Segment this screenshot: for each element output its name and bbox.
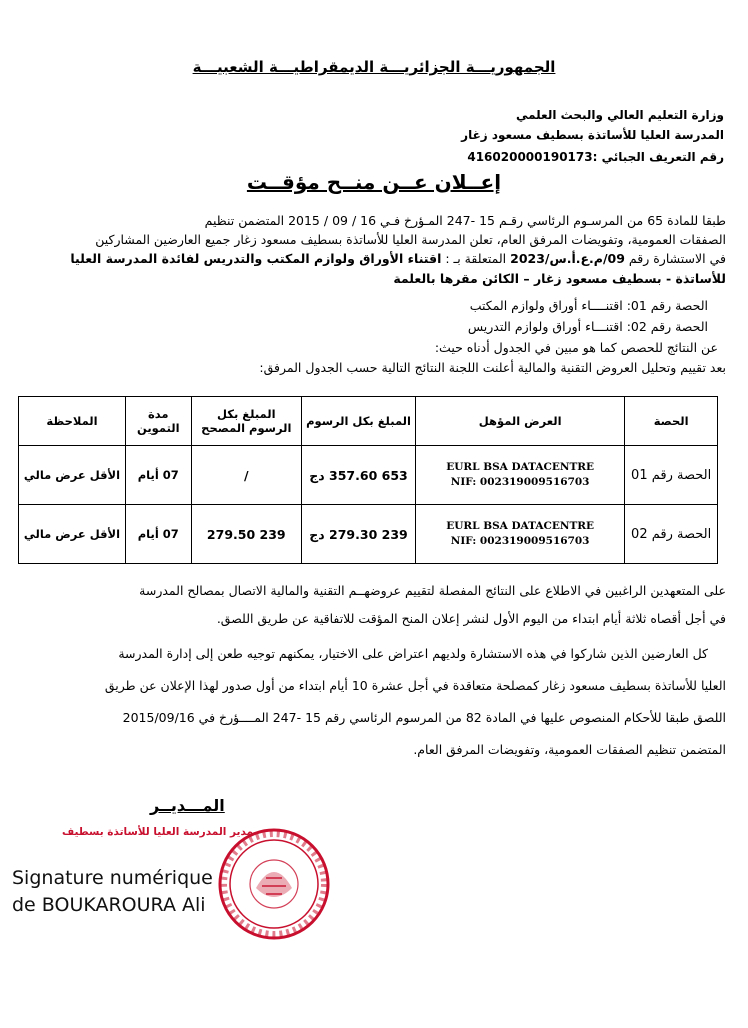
table-row: [19, 505, 718, 564]
header-lot: الحصة: [625, 397, 718, 446]
row-lot: الحصة رقم 02: [625, 505, 718, 564]
digital-signature: [12, 865, 213, 919]
intro-line-1: طبقا للمادة 65 من المرسـوم الرئاسي رقـم 15 -247 المـؤرخ فـي 16 / 09 / 2015 المتضمن تنظيم: [204, 213, 726, 228]
row-lot: الحصة رقم 01: [625, 446, 718, 505]
ministry-line: وزارة التعليم العالي والبحث العلمي: [515, 108, 724, 122]
evaluation-line: بعد تقييم وتحليل العروض التقنية والمالية أعلنت اللجنة النتائج التالية حسب الجدول المرفق:: [259, 360, 726, 375]
official-seal-icon: [216, 826, 332, 946]
intro-line-2: الصفقات العمومية، وتفويضات المرفق العام، تعلن المدرسة العليا للأساتذة بسطيف مسعود زغار جميع العارضين المشاركين: [95, 232, 726, 247]
lot-2-line: الحصة رقم 02: اقتنـــاء أوراق ولوازم التدريس: [467, 319, 708, 334]
row-note: الأقل عرض مالي: [19, 505, 126, 564]
row-bidder: [416, 505, 625, 564]
row-corrected: 239 279.50: [191, 505, 301, 564]
row-corrected: /: [191, 446, 301, 505]
row-note: الأقل عرض مالي: [19, 446, 126, 505]
intro-line-4: للأساتذة - بسطيف مسعود زغار – الكائن مقرها بالعلمة: [393, 271, 726, 286]
header-duration: مدة التموين: [125, 397, 191, 446]
digital-signature-line-1: Signature numérique: [12, 867, 213, 889]
body-p1-l2: في أجل أقصاه ثلاثة أيام ابتداء من اليوم الأول لنشر إعلان المنح المؤقت للاتفاقية عن طريق اللصق.: [216, 611, 726, 626]
table-header-row: [19, 397, 718, 446]
header-note: الملاحظة: [19, 397, 126, 446]
bidder-nif: NIF: 002319009516703: [450, 476, 590, 488]
row-amount: 653 357.60 دج: [301, 446, 415, 505]
row-amount: 239 279.30 دج: [301, 505, 415, 564]
intro-line-3: [22, 250, 726, 268]
consultation-ref: 09/م.ع.أ.س/2023: [510, 251, 625, 266]
body-p2-l4: المتضمن تنظيم الصفقات العمومية، وتفويضات المرفق العام.: [413, 742, 726, 757]
school-line: المدرسة العليا للأساتذة بسطيف مسعود زغار: [461, 128, 724, 142]
body-p2-l2: العليا للأساتذة بسطيف مسعود زغار كمصلحة متعاقدة في أجل عشرة 10 أيام ابتداء من أول صدور لهذا الإعلان عن طريق: [104, 678, 726, 693]
body-p2-l3: اللصق طبقا للأحكام المنصوص عليها في المادة 82 من المرسوم الرئاسي رقم 15 -247 المــــؤرخ في 2015/09/16: [122, 710, 726, 725]
consultation-subject: اقتناء الأوراق ولوازم المكتب والتدريس لفائدة المدرسة العليا: [70, 251, 442, 266]
page-title: إعــلان عــن منــح مؤقــت: [246, 170, 502, 194]
body-p1-l1: على المتعهدين الراغبين في الاطلاع على النتائج المفصلة لتقييم عروضهــم التقنية والمالية الاتصال بمصالح المدرسة: [139, 583, 726, 598]
header-bidder: العرض المؤهل: [416, 397, 625, 446]
consultation-concerning: المتعلقة بـ :: [441, 251, 511, 266]
director-title: المـــديــر: [150, 796, 225, 815]
consultation-prefix: في الاستشارة رقم: [624, 251, 726, 266]
row-duration: 07 أيام: [125, 505, 191, 564]
header-amount: المبلغ بكل الرسوم: [301, 397, 415, 446]
row-bidder: [416, 446, 625, 505]
republic-header: الجمهوريـــة الجزائريـــة الديمقراطيـــة الشعبيـــة: [192, 58, 556, 76]
bidder-name: EURL BSA DATACENTRE: [446, 461, 595, 473]
lot-1-line: الحصة رقم 01: اقتنــــاء أوراق ولوازم المكتب: [469, 298, 708, 313]
bidder-name: EURL BSA DATACENTRE: [446, 520, 595, 532]
results-line: عن النتائج للحصص كما هو مبين في الجدول أدناه حيث:: [434, 340, 718, 355]
row-duration: 07 أيام: [125, 446, 191, 505]
director-stamp: مدير المدرسة العليا للأساتذة بسطيف: [62, 826, 254, 838]
tax-id-line: رقم التعريف الجبائي :416020000190173: [467, 150, 724, 164]
table-row: [19, 446, 718, 505]
header-corrected: المبلغ بكل الرسوم المصحح: [191, 397, 301, 446]
bidder-nif: NIF: 002319009516703: [450, 535, 590, 547]
results-table: [18, 396, 718, 564]
digital-signature-line-2: de BOUKAROURA Ali: [12, 894, 206, 916]
body-p2-l1: كل العارضين الذين شاركوا في هذه الاستشارة ولديهم اعتراض على الاختيار، يمكنهم توجيه طعن إلى إدارة المدرسة: [118, 646, 708, 661]
